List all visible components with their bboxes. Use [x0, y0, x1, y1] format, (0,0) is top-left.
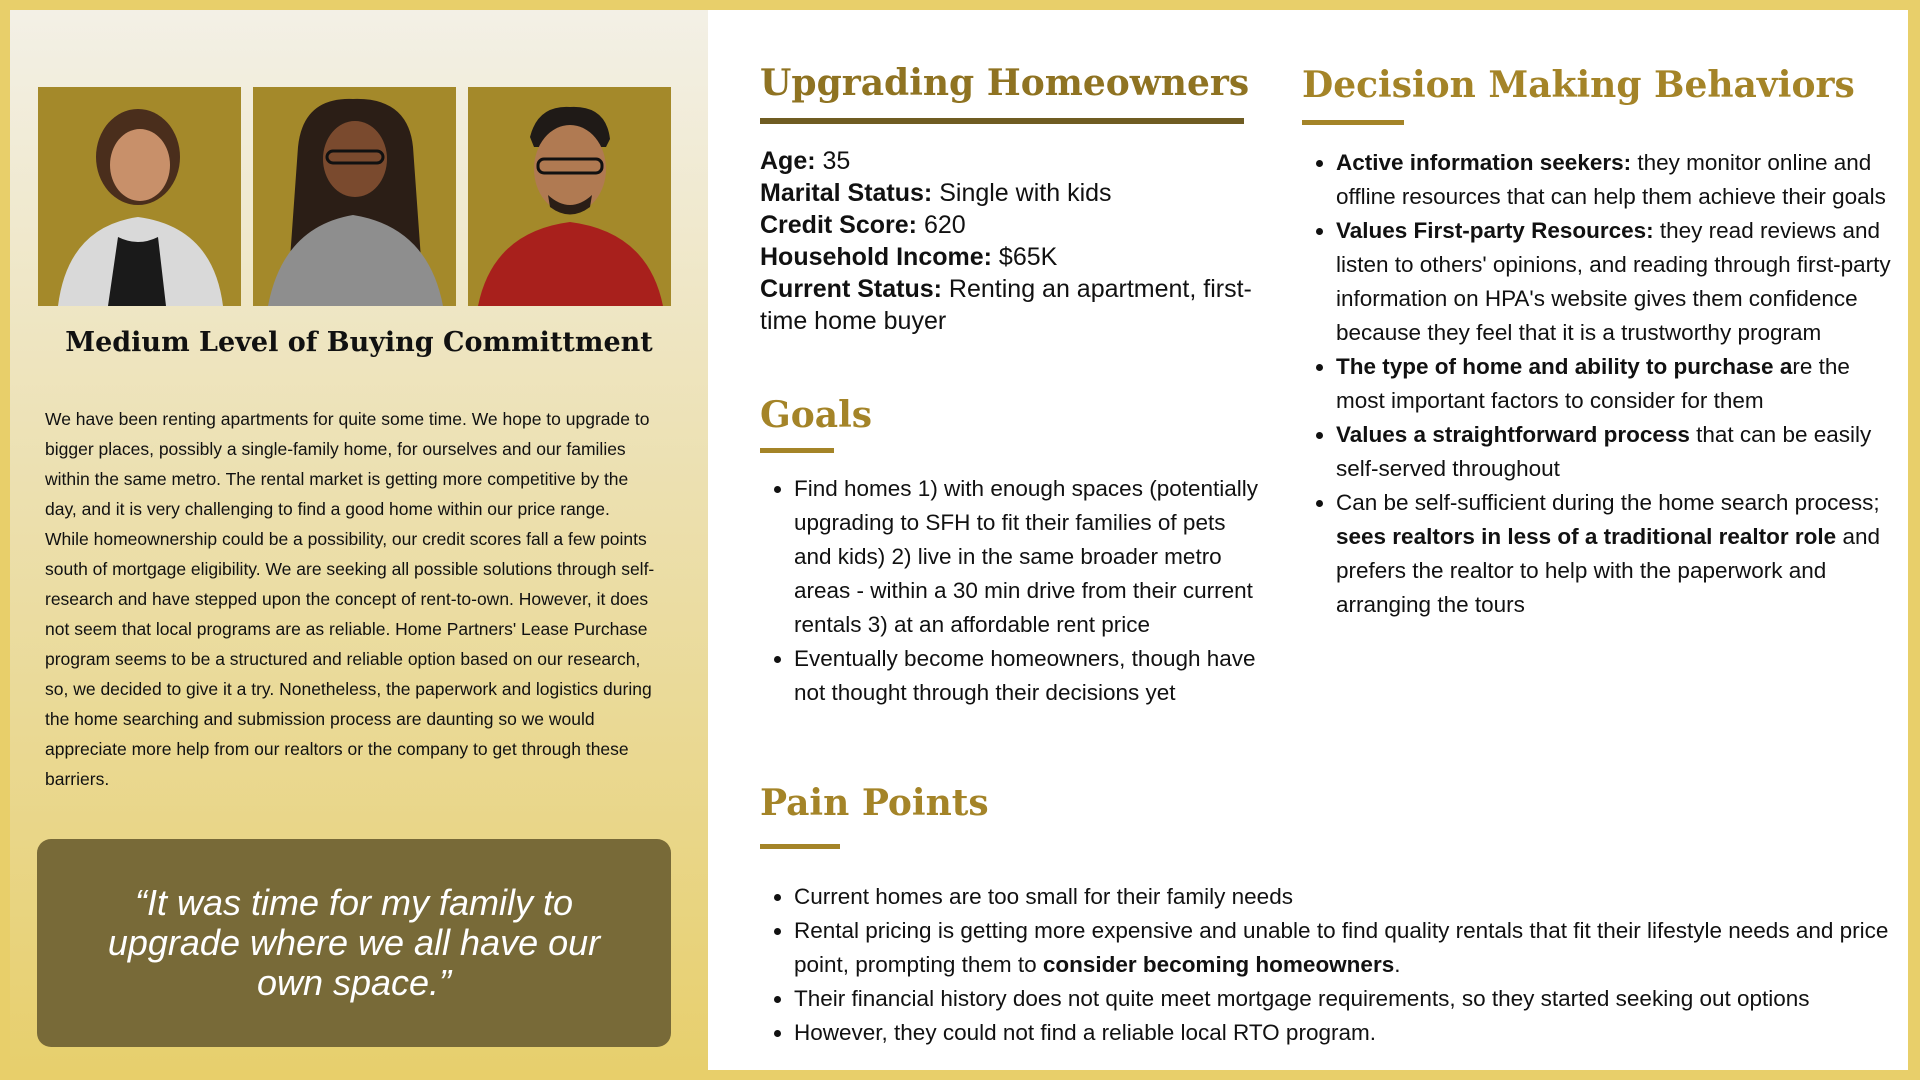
- pain-point-item: • Their financial history does not quite meet mortgage requirements, so they started seeking out options: [794, 982, 1904, 1016]
- demographics: [760, 145, 1260, 337]
- pain-points-heading: Pain Points: [760, 782, 989, 824]
- marital-row: Marital Status: Single with kids: [760, 179, 1112, 207]
- behavior-item: • The type of home and ability to purchase are the most important factors to consider for them: [1336, 350, 1892, 418]
- persona-photo-man: [468, 87, 671, 306]
- person-silhouette-icon: [38, 87, 241, 306]
- persona-photo-woman-2: [253, 87, 456, 306]
- commitment-level-title: Medium Level of Buying Committment: [65, 327, 653, 358]
- pain-points-underline: [760, 844, 840, 849]
- pain-point-item: • Rental pricing is getting more expensive and unable to find quality rentals that fit their lifestyle needs and price point, prompting them to consider becoming homeowners.: [794, 914, 1904, 982]
- behaviors-list: [1302, 146, 1892, 622]
- left-panel: [10, 10, 708, 1070]
- person-silhouette-icon: [253, 87, 456, 306]
- behavior-item: • Can be self-sufficient during the home search process; sees realtors in less of a traditional realtor role and prefers the realtor to help with the paperwork and arranging the tours: [1336, 486, 1892, 622]
- pain-point-item: • Current homes are too small for their family needs: [794, 880, 1904, 914]
- behavior-item: • Values a straightforward process that can be easily self-served throughout: [1336, 418, 1892, 486]
- persona-quote: “It was time for my family to upgrade where we all have our own space.”: [107, 882, 601, 1003]
- persona-photo-woman-1: [38, 87, 241, 306]
- age-row: Age: 35: [760, 147, 851, 175]
- pain-points-list: [760, 880, 1904, 1050]
- status-row: Current Status: Renting an apartment, first-time home buyer: [760, 275, 1252, 335]
- persona-title: Upgrading Homeowners: [760, 62, 1250, 104]
- behaviors-heading: Decision Making Behaviors: [1302, 64, 1855, 106]
- goals-underline: [760, 448, 834, 453]
- goals-heading: Goals: [760, 394, 873, 436]
- goals-list: [760, 472, 1264, 710]
- persona-story: We have been renting apartments for quite some time. We hope to upgrade to bigger places, possibly a single-family home, for ourselves and our families within the same metro. The rental market is getting more competitive by the day, and it is very challenging to find a good home within our price range. While homeownership could be a possibility, our credit scores fall a few points south of mortgage eligibility. We are seeking all possible solutions through self-research and have stepped upon the concept of rent-to-own. However, it does not seem that local programs are as reliable. Home Partners' Lease Purchase program seems to be a structured and reliable option based on our research, so, we decided to give it a try. Nonetheless, the paperwork and logistics during the home searching and submission process are daunting so we would appreciate more help from our realtors or the company to get through these barriers.: [45, 409, 655, 789]
- goal-item: • Find homes 1) with enough spaces (potentially upgrading to SFH to fit their families of pets and kids) 2) live in the same broader metro areas - within a 30 min drive from their current rentals 3) at an affordable rent price: [794, 472, 1264, 642]
- behavior-item: • Active information seekers: they monitor online and offline resources that can help them achieve their goals: [1336, 146, 1892, 214]
- right-panel: [708, 10, 1908, 1070]
- goal-item: • Eventually become homeowners, though have not thought through their decisions yet: [794, 642, 1264, 710]
- quote-box: [37, 839, 671, 1047]
- behaviors-underline: [1302, 120, 1404, 125]
- credit-row: Credit Score: 620: [760, 211, 966, 239]
- income-row: Household Income: $65K: [760, 243, 1058, 271]
- pain-point-item: • However, they could not find a reliable local RTO program.: [794, 1016, 1904, 1050]
- persona-photos: [38, 87, 671, 306]
- person-silhouette-icon: [468, 87, 671, 306]
- behavior-item: • Values First-party Resources: they read reviews and listen to others' opinions, and reading through first-party information on HPA's website gives them confidence because they feel that it is a trustworthy program: [1336, 214, 1892, 350]
- title-underline: [760, 118, 1244, 124]
